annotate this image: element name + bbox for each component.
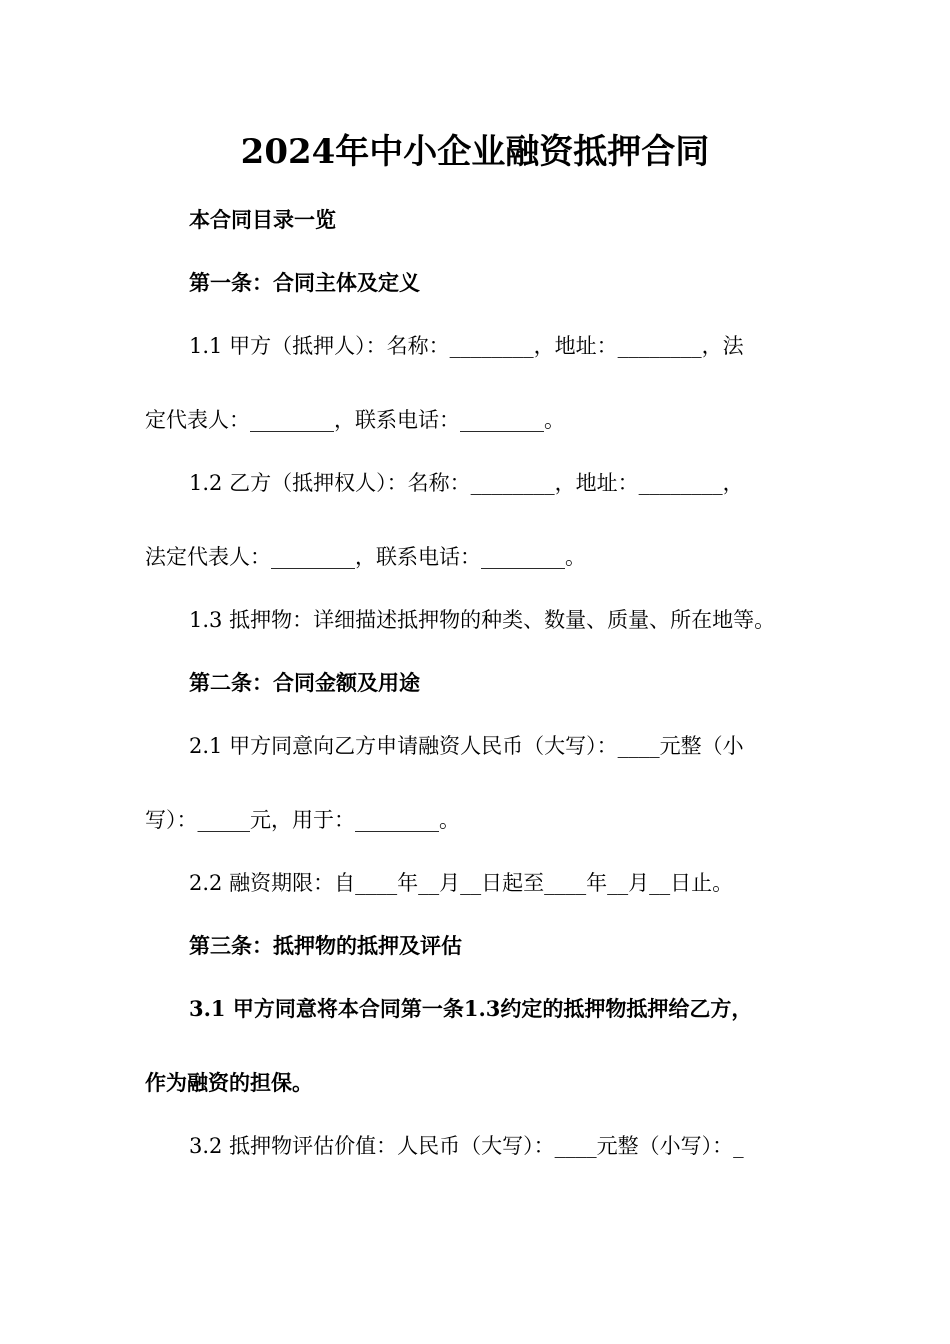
clause-1-2-line-2: 法定代表人：________，联系电话：________。 [145,545,586,569]
article-3-heading: 第三条：抵押物的抵押及评估 [189,933,462,958]
article-1-heading: 第一条：合同主体及定义 [189,270,420,295]
document-title: 2024年中小企业融资抵押合同 [240,132,710,172]
article-2-heading: 第二条：合同金额及用途 [189,670,420,695]
clause-1-3: 1.3 抵押物：详细描述抵押物的种类、数量、质量、所在地等。 [189,608,776,632]
toc-heading: 本合同目录一览 [189,207,336,232]
clause-1-1-line-2: 定代表人：________，联系电话：________。 [145,408,565,432]
clause-3-1-line-1: 3.1 甲方同意将本合同第一条1.3约定的抵押物抵押给乙方， [189,996,753,1021]
clause-2-1-line-2: 写）：_____元，用于：________。 [145,808,460,832]
clause-3-2-line-1: 3.2 抵押物评估价值：人民币（大写）：____元整（小写）：_ [189,1134,744,1158]
clause-1-2-line-1: 1.2 乙方（抵押权人）：名称：________，地址：________， [189,471,744,495]
clause-3-1-line-2: 作为融资的担保。 [145,1070,313,1095]
clause-2-2: 2.2 融资期限：自____年__月__日起至____年__月__日止。 [189,871,734,895]
clause-2-1-line-1: 2.1 甲方同意向乙方申请融资人民币（大写）：____元整（小 [189,734,744,758]
clause-1-1-line-1: 1.1 甲方（抵押人）：名称：________，地址：________，法 [189,334,744,358]
